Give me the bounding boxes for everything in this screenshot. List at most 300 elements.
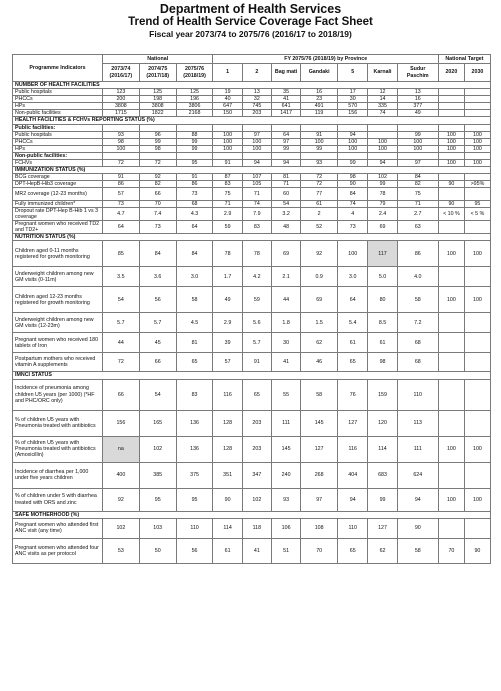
value-cell: 69 [301,287,338,313]
value-cell: 41 [271,96,300,103]
value-cell: 404 [338,462,368,488]
table-row [13,208,491,221]
table-row [13,488,491,511]
value-cell: 100 [338,145,368,152]
value-cell: 88 [176,131,213,138]
table-row [13,152,491,159]
value-cell: 68 [397,353,438,372]
value-cell: 105 [242,181,271,188]
value-cell: >95% [464,181,490,188]
indicator-label: HPs [13,103,103,110]
value-cell: 59 [213,221,242,234]
table-row [13,131,491,138]
value-cell: 123 [102,89,139,96]
value-cell [397,152,438,159]
value-cell: 100 [438,138,464,145]
value-cell: 400 [102,462,139,488]
table-row [13,462,491,488]
section-title: SAFE MOTHERHOOD (%) [13,511,491,518]
table-row [13,267,491,287]
value-cell: 1417 [271,110,300,117]
value-cell [301,124,338,131]
value-cell: 3.0 [338,267,368,287]
value-cell: 198 [139,96,176,103]
national-group-header: National [102,55,213,64]
value-cell: 66 [139,188,176,201]
value-cell: 100 [213,131,242,138]
value-cell [464,379,490,410]
table-row [13,333,491,353]
value-cell: 100 [213,138,242,145]
year-header: 2073/74 (2016/17) [102,64,139,82]
value-cell: 99 [301,145,338,152]
value-cell: 745 [242,103,271,110]
value-cell: 84 [176,241,213,267]
value-cell: 570 [338,103,368,110]
value-cell: 98 [139,145,176,152]
indicator-label: Pregnant women who received TD2 and TD2+ [13,221,103,234]
value-cell [271,124,300,131]
value-cell [102,152,139,159]
value-cell: 100 [438,241,464,267]
value-cell: 159 [368,379,397,410]
value-cell: 70 [139,200,176,207]
table-row [13,200,491,207]
value-cell: 30 [338,96,368,103]
value-cell [271,152,300,159]
value-cell [464,89,490,96]
table-row [13,174,491,181]
value-cell: 73 [176,188,213,201]
value-cell: 44 [271,287,300,313]
target-group-header: National Target [438,55,490,64]
value-cell: 136 [176,410,213,436]
coverage-table [12,54,491,564]
value-cell: 97 [301,488,338,511]
value-cell: 203 [242,110,271,117]
value-cell [438,379,464,410]
value-cell: 1.7 [213,267,242,287]
value-cell: 64 [338,287,368,313]
value-cell: 97 [242,131,271,138]
value-cell: 92 [139,174,176,181]
value-cell: 375 [176,462,213,488]
value-cell: 196 [176,96,213,103]
province-header: Sudur Paschim [397,64,438,82]
value-cell: 13 [242,89,271,96]
value-cell: 75 [213,188,242,201]
value-cell [139,152,176,159]
value-cell [438,152,464,159]
value-cell: 99 [368,488,397,511]
value-cell: 49 [397,110,438,117]
value-cell: 100 [242,138,271,145]
table-row [13,410,491,436]
value-cell: 90 [213,488,242,511]
value-cell: 83 [242,221,271,234]
value-cell: 156 [102,410,139,436]
value-cell: 56 [176,538,213,563]
value-cell [464,221,490,234]
value-cell: 119 [301,110,338,117]
value-cell: 2 [301,208,338,221]
value-cell: 86 [397,241,438,267]
section-title: NUTRITION STATUS (%) [13,234,491,241]
value-cell: 52 [301,221,338,234]
value-cell: 99 [271,145,300,152]
value-cell: 117 [368,241,397,267]
value-cell [368,124,397,131]
value-cell: 65 [338,538,368,563]
value-cell: 385 [139,462,176,488]
value-cell [438,174,464,181]
value-cell [438,188,464,201]
value-cell: 72 [301,181,338,188]
value-cell: 35 [271,89,300,96]
value-cell: 72 [102,353,139,372]
value-cell [464,110,490,117]
value-cell: 4.2 [242,267,271,287]
table-row [13,379,491,410]
table-row [13,221,491,234]
province-header: Karnali [368,64,397,82]
value-cell: 90 [438,181,464,188]
value-cell: 74 [368,110,397,117]
value-cell: 3.2 [271,208,300,221]
value-cell: 1.5 [301,313,338,333]
value-cell: 100 [464,436,490,462]
value-cell: 100 [464,241,490,267]
value-cell: 61 [301,200,338,207]
value-cell: 0.9 [301,267,338,287]
indicator-label: Non-public facilities [13,110,103,117]
value-cell: 84 [139,241,176,267]
target-year-header: 2030 [464,64,490,82]
value-cell [464,174,490,181]
fiscal-year-caption: Fiscal year 2073/74 to 2075/76 (2016/17 to 2018/19) [149,28,352,39]
value-cell: 268 [301,462,338,488]
value-cell: 78 [368,188,397,201]
value-cell: 118 [242,518,271,538]
value-cell: 94 [271,160,300,167]
value-cell: 41 [271,353,300,372]
value-cell: 82 [139,181,176,188]
value-cell: 65 [242,379,271,410]
value-cell [464,353,490,372]
value-cell: 61 [213,538,242,563]
value-cell: 68 [176,200,213,207]
value-cell: 16 [301,89,338,96]
value-cell [397,124,438,131]
value-cell [368,131,397,138]
table-row [13,188,491,201]
value-cell: 128 [213,436,242,462]
section-header-row [13,117,491,124]
table-row [13,138,491,145]
value-cell: 58 [397,287,438,313]
value-cell: 100 [438,145,464,152]
value-cell [213,152,242,159]
value-cell: 54 [139,379,176,410]
value-cell: 102 [242,488,271,511]
year-header: 2075/76 (2018/19) [176,64,213,82]
target-year-header: 2020 [438,64,464,82]
value-cell [102,124,139,131]
value-cell: 83 [176,379,213,410]
value-cell: 71 [271,181,300,188]
value-cell: 100 [368,145,397,152]
value-cell: 2.7 [397,208,438,221]
value-cell: 7.9 [242,208,271,221]
value-cell: 100 [438,436,464,462]
section-header-row [13,82,491,89]
value-cell: 1715 [102,110,139,117]
value-cell [438,353,464,372]
value-cell: 94 [338,488,368,511]
table-row [13,110,491,117]
value-cell: 100 [368,138,397,145]
value-cell: 16 [397,96,438,103]
indicator-label: FCHVs [13,160,103,167]
table-row [13,241,491,267]
value-cell: 125 [176,89,213,96]
indicator-label: Children aged 12-23 months registered for growth monitoring [13,287,103,313]
value-cell: 77 [301,188,338,201]
value-cell: 57 [102,188,139,201]
value-cell: 111 [397,436,438,462]
value-cell [242,124,271,131]
value-cell: 70 [438,538,464,563]
table-row [13,145,491,152]
value-cell: 100 [464,138,490,145]
value-cell: 100 [301,138,338,145]
value-cell: 98 [368,353,397,372]
table-row [13,124,491,131]
value-cell: 2168 [176,110,213,117]
value-cell: 93 [301,160,338,167]
value-cell: 111 [271,410,300,436]
value-cell: 100 [397,145,438,152]
value-cell: 78 [242,241,271,267]
value-cell: 335 [368,103,397,110]
value-cell [464,103,490,110]
value-cell: 647 [213,103,242,110]
indicator-label: Postpartum mothers who received vitamin A supplements [13,353,103,372]
value-cell: 116 [338,436,368,462]
value-cell: 13 [397,89,438,96]
value-cell: 113 [397,410,438,436]
value-cell: 3.5 [102,267,139,287]
value-cell: 4.5 [176,313,213,333]
value-cell: 99 [368,181,397,188]
indicator-label: Pregnant women who attended four ANC visits as per protocol [13,538,103,563]
value-cell: 102 [102,518,139,538]
value-cell [464,152,490,159]
value-cell: 145 [271,436,300,462]
value-cell: 44 [102,333,139,353]
value-cell: 76 [338,379,368,410]
value-cell: 12 [368,89,397,96]
province-header: 5 [338,64,368,82]
value-cell: 90 [464,538,490,563]
value-cell: 2.9 [213,208,242,221]
value-cell: 75 [397,188,438,201]
value-cell: 60 [271,188,300,201]
value-cell: 65 [338,353,368,372]
value-cell: 7.2 [397,313,438,333]
header [0,0,501,39]
value-cell: 19 [213,89,242,96]
value-cell: 102 [139,436,176,462]
table-row [13,518,491,538]
value-cell [301,152,338,159]
province-header: Gandaki [301,64,338,82]
section-header-row [13,511,491,518]
value-cell: 93 [271,488,300,511]
value-cell: 100 [397,138,438,145]
value-cell: 94 [338,131,368,138]
value-cell: 3.6 [139,267,176,287]
indicator-label: Pregnant women who received 180 tablets of Iron [13,333,103,353]
indicator-label: Underweight children among new GM visits (0-11m) [13,267,103,287]
value-cell [438,96,464,103]
table-row [13,538,491,563]
value-cell: 92 [102,488,139,511]
value-cell [438,462,464,488]
table-row [13,89,491,96]
value-cell: 91 [301,131,338,138]
value-cell: 91 [213,160,242,167]
value-cell: 100 [464,145,490,152]
value-cell: 95 [176,488,213,511]
value-cell: 59 [242,287,271,313]
indicator-label: % of children U5 years with Pneumonia treated with antibiotics (Amoxicillin) [13,436,103,462]
value-cell: 93 [102,131,139,138]
value-cell: 4.0 [397,267,438,287]
table-row [13,436,491,462]
value-cell [464,267,490,287]
indicator-label: Public hospitals [13,89,103,96]
value-cell: 5.7 [242,333,271,353]
section-header-row [13,167,491,174]
value-cell: 1.8 [271,313,300,333]
indicator-label: MR2 coverage (12-23 months) [13,188,103,201]
value-cell: 99 [176,138,213,145]
value-cell: 5.7 [139,313,176,333]
value-cell: 108 [301,518,338,538]
value-cell: 92 [301,241,338,267]
value-cell: 71 [242,188,271,201]
province-header: Bag mati [271,64,300,82]
value-cell: 106 [271,518,300,538]
value-cell: 624 [397,462,438,488]
table-row [13,96,491,103]
value-cell [242,152,271,159]
value-cell: 61 [368,333,397,353]
value-cell: 120 [368,410,397,436]
value-cell: 57 [213,353,242,372]
value-cell [176,152,213,159]
value-cell: 3806 [176,103,213,110]
indicator-label: Children aged 0-11 months registered for growth monitoring [13,241,103,267]
value-cell [438,313,464,333]
value-cell: 85 [102,241,139,267]
value-cell: 7.4 [139,208,176,221]
value-cell: 103 [139,518,176,538]
value-cell: 81 [176,333,213,353]
section-header-row [13,234,491,241]
value-cell: 110 [176,518,213,538]
value-cell: 86 [102,181,139,188]
value-cell: 4.7 [102,208,139,221]
value-cell: 56 [139,287,176,313]
indicator-label: Pregnant women who attended first ANC visit (any time) [13,518,103,538]
value-cell: 70 [301,538,338,563]
value-cell: 53 [102,538,139,563]
table-row [13,181,491,188]
value-cell: 97 [271,138,300,145]
value-cell: 84 [338,188,368,201]
province-header: 2 [242,64,271,82]
value-cell: 3808 [102,103,139,110]
value-cell [438,518,464,538]
indicator-column-header: Programme Indicators [13,55,103,82]
value-cell: 90 [338,181,368,188]
value-cell: 73 [338,221,368,234]
value-cell: 107 [242,174,271,181]
value-cell: 100 [338,138,368,145]
value-cell: 100 [438,131,464,138]
value-cell: 94 [368,160,397,167]
value-cell: 58 [397,538,438,563]
indicator-label: PHCCs [13,138,103,145]
value-cell: 5.6 [242,313,271,333]
value-cell: 62 [368,538,397,563]
value-cell: 100 [464,131,490,138]
value-cell: 66 [102,379,139,410]
value-cell [338,124,368,131]
value-cell: 73 [102,200,139,207]
value-cell: 203 [242,436,271,462]
value-cell: 99 [139,138,176,145]
value-cell: 1822 [139,110,176,117]
value-cell: 81 [271,174,300,181]
value-cell: 72 [301,174,338,181]
indicator-label: Underweight children among new GM visits (12-23m) [13,313,103,333]
value-cell: 5.0 [368,267,397,287]
value-cell: 54 [271,200,300,207]
value-cell [176,124,213,131]
value-cell: 54 [102,287,139,313]
value-cell: 90 [397,518,438,538]
value-cell: 86 [176,181,213,188]
value-cell: 100 [464,160,490,167]
page-subtitle: Trend of Health Service Coverage Fact Sheet [128,16,373,28]
value-cell: 80 [368,287,397,313]
value-cell: 240 [271,462,300,488]
value-cell: 69 [271,241,300,267]
value-cell: 46 [301,353,338,372]
section-title: NUMBER OF HEALTH FACILITIES [13,82,491,89]
value-cell: 136 [176,436,213,462]
value-cell: 61 [338,333,368,353]
indicator-label: Incidence of pneumonia among children U5 years (per 1000) (*HF and PHC/ORC only) [13,379,103,410]
value-cell: 5.7 [102,313,139,333]
table-body [13,82,491,564]
value-cell: 65 [176,353,213,372]
value-cell: 50 [139,538,176,563]
value-cell [438,110,464,117]
